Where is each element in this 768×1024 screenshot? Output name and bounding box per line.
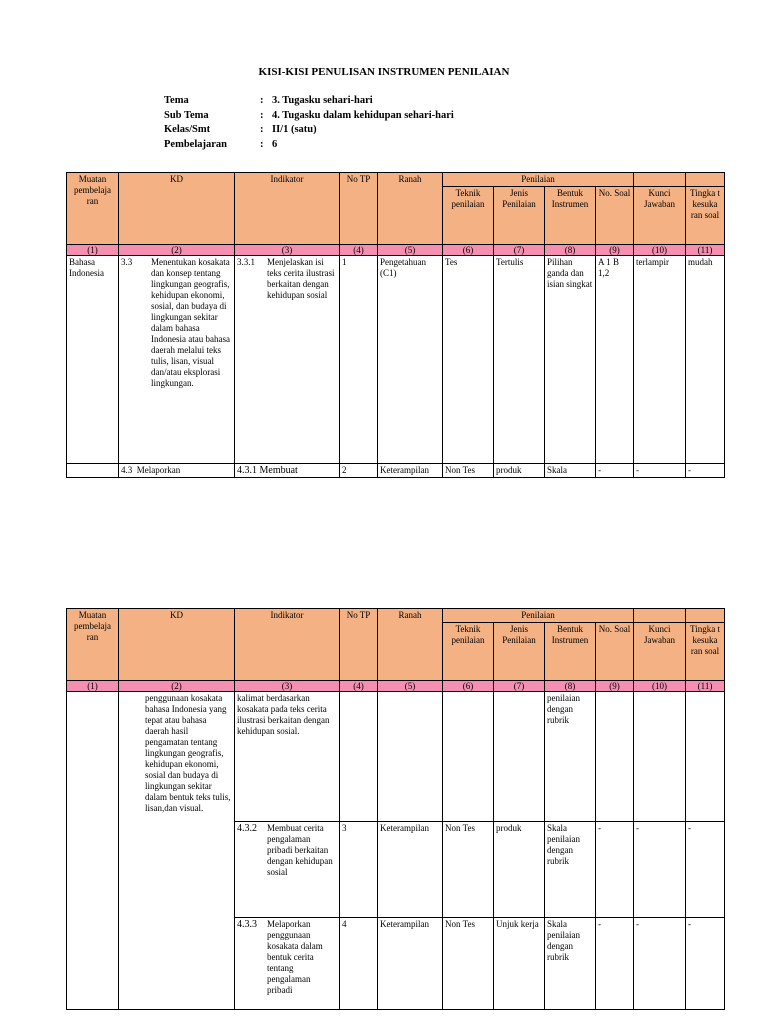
tingkat-cell: - (686, 822, 725, 918)
col-number: (5) (378, 245, 443, 256)
jenis-cell: produk (494, 822, 545, 918)
notp-cell: 2 (340, 464, 378, 478)
col-number: (8) (545, 681, 596, 692)
kd-cell (119, 464, 235, 478)
meta-value: 3. Tugasku sehari-hari (272, 95, 373, 106)
header-blank (686, 609, 725, 623)
header-jenis: Jenis Penilaian (494, 623, 545, 681)
header-kd: KD (119, 173, 235, 245)
col-number: (7) (494, 245, 545, 256)
col-number: (2) (119, 681, 235, 692)
notp-cell: 1 (340, 256, 378, 464)
indikator-number: 4.3.3 (237, 919, 257, 930)
bentuk-cell: Skala penilaian dengan rubrik (545, 822, 596, 918)
header-kd: KD (119, 609, 235, 681)
indikator-number: 4.3.1 (237, 465, 257, 476)
header-nosoal: No. Soal (596, 187, 634, 245)
nosoal-cell: - (596, 822, 634, 918)
nosoal-cell: - (596, 464, 634, 478)
muatan-cell: Bahasa Indonesia (67, 256, 119, 464)
header-teknik: Teknik penilaian (443, 623, 494, 681)
header-blank (686, 173, 725, 187)
bentuk-cell: Pilihan ganda dan isian singkat (545, 256, 596, 464)
bentuk-cell: Skala (545, 464, 596, 478)
col-number: (3) (235, 681, 340, 692)
header-kunci: Kunci Jawaban (634, 187, 686, 245)
meta-row-tema (164, 94, 454, 109)
jenis-cell (494, 692, 545, 822)
kd-number: 3.3 (121, 257, 133, 267)
kd-cell (119, 256, 235, 464)
indikator-text: kalimat berdasarkan kosakata pada teks cerita ilustrasi berkaitan dengan kehidupan sosial. (235, 692, 340, 822)
jenis-cell: Tertulis (494, 256, 545, 464)
meta-value: 6 (272, 138, 278, 150)
nosoal-cell: A 1 B 1,2 (596, 256, 634, 464)
meta-label: Pembelajaran (164, 138, 227, 150)
meta-sep: : (260, 95, 264, 106)
ranah-cell: Keterampilan (378, 822, 443, 918)
header-bentuk: Bentuk Instrumen (545, 187, 596, 245)
meta-row-subtema (164, 109, 454, 124)
document-title: KISI-KISI PENULISAN INSTRUMEN PENILAIAN (258, 66, 510, 78)
jenis-cell: produk (494, 464, 545, 478)
nosoal-cell: - (596, 918, 634, 1010)
kd-text: Menentukan kosakata dan konsep tentang lingkungan geografis, kehidupan ekonomi, sosial, dan budaya di lingkungan sekitar dalam bahasa Indonesia atau bahasa daerah melalui teks tulis, lisan, visual dan/atau eksplorasi lingkungan. (151, 257, 230, 388)
col-number: (2) (119, 245, 235, 256)
col-number: (10) (634, 245, 686, 256)
nosoal-cell (596, 692, 634, 822)
header-blank (634, 609, 686, 623)
header-penilaian: Penilaian (443, 609, 634, 623)
header-nosoal: No. Soal (596, 623, 634, 681)
notp-cell: 3 (340, 822, 378, 918)
bentuk-cell: penilaian dengan rubrik (545, 692, 596, 822)
col-number: (10) (634, 681, 686, 692)
table-row (67, 464, 725, 478)
bentuk-cell: Skala penilaian dengan rubrik (545, 918, 596, 1010)
tingkat-cell: - (686, 464, 725, 478)
col-number: (3) (235, 245, 340, 256)
meta-value: II/1 (satu) (272, 124, 317, 135)
muatan-cell (67, 464, 119, 478)
ranah-cell: Keterampilan (378, 918, 443, 1010)
meta-value: 4. Tugasku dalam kehidupan sehari-hari (272, 109, 454, 121)
header-indikator: Indikator (235, 609, 340, 681)
header-notp: No TP (340, 173, 378, 245)
teknik-cell: Non Tes (443, 822, 494, 918)
header-notp: No TP (340, 609, 378, 681)
indikator-text: Membuat (259, 465, 298, 476)
header-tingkat: Tingka t kesuka ran soal (686, 187, 725, 245)
kd-text: Melaporkan (136, 465, 181, 475)
indikator-text: Menjelaskan isi teks cerita ilustrasi berkaitan dengan kehidupan sosial (267, 257, 335, 300)
col-number: (6) (443, 681, 494, 692)
meta-block (164, 94, 454, 152)
muatan-cell (67, 692, 119, 1010)
meta-row-kelas (164, 123, 454, 138)
meta-sep: : (260, 109, 264, 121)
meta-row-pembelajaran (164, 138, 454, 153)
indikator-cell (235, 464, 340, 478)
col-number: (1) (67, 681, 119, 692)
kunci-cell: - (634, 822, 686, 918)
ranah-cell: Pengetahuan (C1) (378, 256, 443, 464)
header-tingkat: Tingka t kesuka ran soal (686, 623, 725, 681)
teknik-cell: Non Tes (443, 918, 494, 1010)
tingkat-cell (686, 692, 725, 822)
col-number: (4) (340, 681, 378, 692)
indikator-cell (235, 822, 340, 918)
header-blank (634, 173, 686, 187)
ranah-cell: Keterampilan (378, 464, 443, 478)
indikator-text: Melaporkan penggunaan kosakata dalam bentuk cerita tentang pengalaman pribadi (267, 919, 323, 995)
teknik-cell: Non Tes (443, 464, 494, 478)
meta-label: Sub Tema (164, 109, 209, 121)
col-number: (1) (67, 245, 119, 256)
header-ranah: Ranah (378, 173, 443, 245)
header-kunci: Kunci Jawaban (634, 623, 686, 681)
assessment-table-2 (66, 608, 725, 1010)
column-number-row (67, 245, 725, 256)
jenis-cell: Unjuk kerja (494, 918, 545, 1010)
kd-number: 4.3 (121, 465, 133, 475)
header-muatan: Muatan pembelaja ran (67, 609, 119, 681)
table-row (67, 692, 725, 822)
col-number: (7) (494, 681, 545, 692)
header-jenis: Jenis Penilaian (494, 187, 545, 245)
meta-sep: : (260, 138, 264, 150)
col-number: (4) (340, 245, 378, 256)
meta-label: Kelas/Smt (164, 124, 211, 135)
indikator-cell (235, 256, 340, 464)
indikator-text: Membuat cerita pengalaman pribadi berkaitan dengan kehidupan sosial (267, 823, 333, 877)
col-number: (9) (596, 681, 634, 692)
header-teknik: Teknik penilaian (443, 187, 494, 245)
kunci-cell (634, 692, 686, 822)
col-number: (11) (686, 245, 725, 256)
header-bentuk: Bentuk Instrumen (545, 623, 596, 681)
meta-sep: : (260, 124, 264, 135)
tingkat-cell: mudah (686, 256, 725, 464)
assessment-table-1 (66, 172, 725, 478)
indikator-number: 3.3.1 (237, 257, 255, 267)
kunci-cell: - (634, 464, 686, 478)
ranah-cell (378, 692, 443, 822)
kd-cell: penggunaan kosakata bahasa Indonesia yang tepat atau bahasa daerah hasil pengamatan tentang lingkungan geografis, kehidupan ekonomi, sosial dan budaya di lingkungan sekitar dalam bentuk teks tulis, lisan,dan visual. (119, 692, 235, 1010)
notp-cell: 4 (340, 918, 378, 1010)
notp-cell (340, 692, 378, 822)
col-number: (9) (596, 245, 634, 256)
header-ranah: Ranah (378, 609, 443, 681)
col-number: (8) (545, 245, 596, 256)
indikator-number: 4.3.2 (237, 823, 257, 834)
indikator-cell (235, 918, 340, 1010)
teknik-cell (443, 692, 494, 822)
header-muatan: Muatan pembelaja ran (67, 173, 119, 245)
kunci-cell: - (634, 918, 686, 1010)
col-number: (6) (443, 245, 494, 256)
header-penilaian: Penilaian (443, 173, 634, 187)
teknik-cell: Tes (443, 256, 494, 464)
table-row (67, 256, 725, 464)
kunci-cell: terlampir (634, 256, 686, 464)
tingkat-cell: - (686, 918, 725, 1010)
meta-label: Tema (164, 95, 189, 106)
column-number-row (67, 681, 725, 692)
col-number: (11) (686, 681, 725, 692)
header-indikator: Indikator (235, 173, 340, 245)
col-number: (5) (378, 681, 443, 692)
